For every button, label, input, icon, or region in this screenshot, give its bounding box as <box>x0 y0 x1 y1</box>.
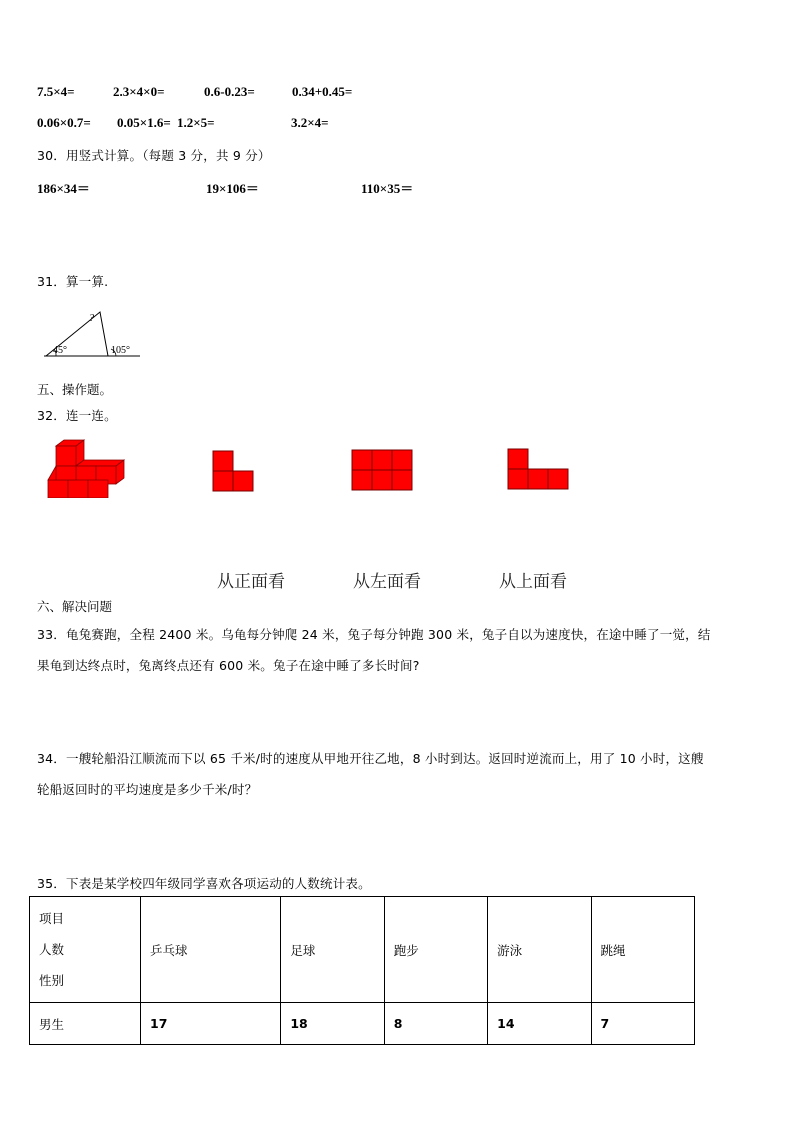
oral-item: 1.2×5= <box>177 115 215 130</box>
view-l-shape <box>212 450 256 492</box>
oral-item: 0.6-0.23= <box>204 84 255 99</box>
q30-item: 19×106＝ <box>206 181 259 196</box>
q32-title: 32．连一连。 <box>37 408 117 423</box>
q34-line1: 34．一艘轮船沿江顺流而下以 65 千米/时的速度从甲地开往乙地，8 小时到达。返回时逆流而上，用了 10 小时，这艘 <box>37 751 704 766</box>
column-header: 乒乓球 <box>141 897 281 1003</box>
table-cell: 17 <box>141 1003 281 1045</box>
table-cell: 8 <box>384 1003 487 1045</box>
oral-item: 7.5×4= <box>37 84 75 99</box>
table-cell: 14 <box>488 1003 591 1045</box>
header-corner-item: 项目 <box>39 911 65 926</box>
oral-item: 0.06×0.7= <box>37 115 91 130</box>
q30-title: 30．用竖式计算。（每题 3 分，共 9 分） <box>37 148 271 163</box>
unknown-angle-label: ? <box>89 313 94 324</box>
oral-item: 2.3×4×0= <box>113 84 165 99</box>
q33-line2: 果龟到达终点时，兔离终点还有 600 米。兔子在途中睡了多长时间? <box>37 658 420 673</box>
section5-title: 五、操作题。 <box>37 382 113 397</box>
cube-stack-3d <box>44 436 128 498</box>
column-header: 跳绳 <box>591 897 694 1003</box>
q34-line2: 轮船返回时的平均速度是多少千米/时？ <box>37 782 258 797</box>
header-corner-people: 人数 <box>39 942 65 957</box>
section6-title: 六、解决问题 <box>37 599 113 614</box>
view-label-left: 从左面看 <box>353 572 421 592</box>
q35-title: 35．下表是某学校四年级同学喜欢各项运动的人数统计表。 <box>37 876 371 891</box>
table-row <box>30 1003 695 1045</box>
view-3x2-grid <box>351 449 413 491</box>
q31-title: 31．算一算. <box>37 274 109 289</box>
view-label-top: 从上面看 <box>499 572 567 592</box>
view-long-l-shape <box>507 448 569 490</box>
sports-stats-table <box>29 896 695 1045</box>
table-cell: 7 <box>591 1003 694 1045</box>
table-header-row <box>30 897 695 1003</box>
q30-item: 186×34＝ <box>37 181 90 196</box>
oral-item: 0.34+0.45= <box>292 84 353 99</box>
oral-item: 0.05×1.6= <box>117 115 171 130</box>
q30-item: 110×35＝ <box>361 181 414 196</box>
table-cell: 18 <box>281 1003 384 1045</box>
row-label: 男生 <box>30 1003 141 1045</box>
header-corner-cell <box>30 897 141 1003</box>
angle-105-label: 105° <box>111 345 130 356</box>
view-label-front: 从正面看 <box>217 572 285 592</box>
oral-item: 3.2×4= <box>291 115 329 130</box>
q33-line1: 33．龟兔赛跑，全程 2400 米。乌龟每分钟爬 24 米，兔子每分钟跑 300 米，兔子自以为速度快，在途中睡了一觉，结 <box>37 627 711 642</box>
column-header: 游泳 <box>488 897 591 1003</box>
header-corner-gender: 性别 <box>39 973 65 988</box>
column-header: 跑步 <box>384 897 487 1003</box>
column-header: 足球 <box>281 897 384 1003</box>
angle-45-label: 45° <box>53 345 67 356</box>
